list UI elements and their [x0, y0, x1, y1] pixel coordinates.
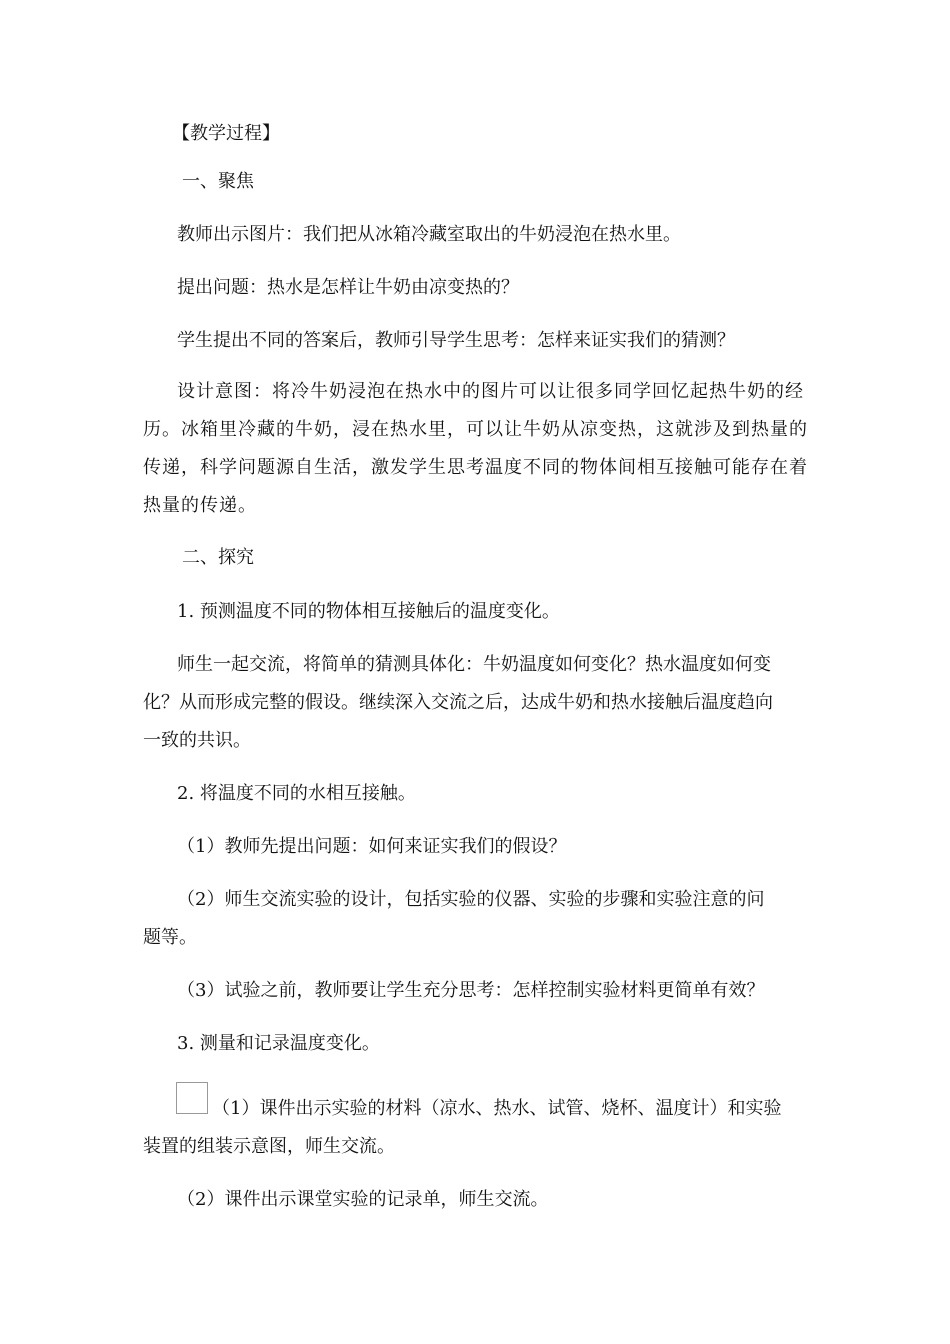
sub-item-line: 装置的组装示意图，师生交流。 [143, 1136, 395, 1157]
list-item: 2. 将温度不同的水相互接触。 [177, 783, 416, 804]
section-title-explore: 二、探究 [182, 547, 254, 568]
sub-item-line: （1）课件出示实验的材料（凉水、热水、试管、烧杯、温度计）和实验 [212, 1098, 782, 1119]
design-intent-line: 热量的传递。 [143, 495, 257, 516]
list-item: 1. 预测温度不同的物体相互接触后的温度变化。 [177, 601, 560, 622]
section-heading: 【教学过程】 [172, 123, 280, 144]
sub-item-line: 题等。 [143, 927, 197, 948]
list-item: 3. 测量和记录温度变化。 [177, 1033, 380, 1054]
sub-item: （3）试验之前，教师要让学生充分思考：怎样控制实验材料更简单有效？ [177, 980, 765, 1001]
paragraph: 学生提出不同的答案后，教师引导学生思考：怎样来证实我们的猜测？ [177, 330, 735, 351]
sub-item: （1）教师先提出问题：如何来证实我们的假设？ [177, 836, 567, 857]
section-title-focus: 一、聚焦 [182, 171, 254, 192]
paragraph: 教师出示图片：我们把从冰箱冷藏室取出的牛奶浸泡在热水里。 [177, 224, 681, 245]
design-intent-line: 历。冰箱里冷藏的牛奶，浸在热水里，可以让牛奶从凉变热，这就涉及到热量的 [143, 419, 808, 440]
image-placeholder [176, 1082, 208, 1114]
paragraph-line: 一致的共识。 [143, 730, 251, 751]
design-intent-line: 传递，科学问题源自生活，激发学生思考温度不同的物体间相互接触可能存在着 [143, 457, 808, 478]
paragraph-line: 师生一起交流，将简单的猜测具体化：牛奶温度如何变化？热水温度如何变 [177, 654, 771, 675]
sub-item: （2）课件出示课堂实验的记录单，师生交流。 [177, 1189, 549, 1210]
paragraph: 提出问题：热水是怎样让牛奶由凉变热的？ [177, 277, 519, 298]
paragraph-line: 化？从而形成完整的假设。继续深入交流之后，达成牛奶和热水接触后温度趋向 [143, 692, 773, 713]
design-intent-line: 设计意图：将冷牛奶浸泡在热水中的图片可以让很多同学回忆起热牛奶的经 [177, 381, 804, 402]
sub-item-line: （2）师生交流实验的设计，包括实验的仪器、实验的步骤和实验注意的问 [177, 889, 765, 910]
